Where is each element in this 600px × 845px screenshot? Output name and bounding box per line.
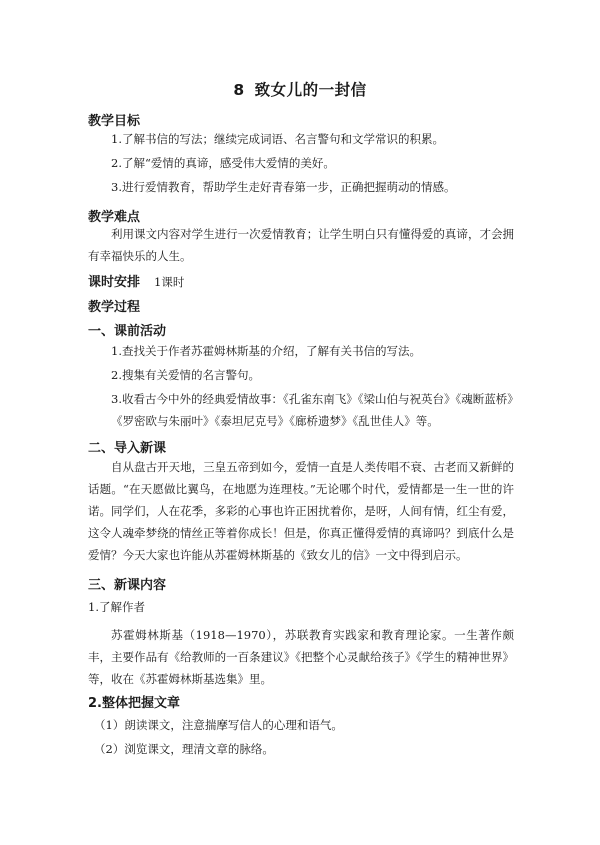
author-text: 苏霍姆林斯基（1918—1970），苏联教育实践家和教育理论家。一生著作颇丰，主要作品有《给教师的一百条建议》《把整个心灵献给孩子》《学生的精神世界》等，收在《苏霍姆林斯基选集》里。 [88,628,514,686]
author-subheading: 1.了解作者 [88,600,145,614]
lesson-number: 8 [233,81,245,99]
goal-item-2: 2.了解“爱情的真谛，感受伟大爱情的美好。 [111,156,335,170]
intro-heading: 二、导入新课 [88,441,167,456]
goals-heading: 教学目标 [88,114,141,129]
schedule-heading [88,271,184,290]
pre-item-2: 2.搜集有关爱情的名言警句。 [111,368,260,382]
difficulty-heading: 教学难点 [88,210,141,225]
goal-item-3: 3.进行爱情教育，帮助学生走好青春第一步，正确把握萌动的情感。 [111,180,456,194]
content-heading: 三、新课内容 [88,578,167,593]
overview-subheading: 2.整体把握文章 [88,696,180,711]
intro-text: 自从盘古开天地，三皇五帝到如今，爱情一直是人类传唱不衰、古老而又新鲜的话题。“在天愿做比翼鸟，在地愿为连理枝。”无论哪个时代，爱情都是一生一世的许诺。同学们，人在花季，多彩的心事也许正困扰着你，是呀，人间有情，红尘有爱，这令人魂牵梦绕的情丝正等着你成长！但是，你真正懂得爱情的真谛吗？到底什么是爱情？今天大家也许能从苏霍姆林斯基的《致女儿的信》一文中得到启示。 [88,460,514,562]
page-title [0,78,600,100]
lesson-title: 致女儿的一封信 [254,81,367,99]
pre-item-3: 3.收看古今中外的经典爱情故事：《孔雀东南飞》《梁山伯与祝英台》《魂断蓝桥》《罗密欧与朱丽叶》《泰坦尼克号》《廊桥遗梦》《乱世佳人》等。 [111,392,513,428]
pre-item-1: 1.查找关于作者苏霍姆林斯基的介绍，了解有关书信的写法。 [111,344,421,358]
pre-class-heading: 一、课前活动 [88,324,167,339]
step-2: （2）浏览课文，理清文章的脉络。 [94,742,274,756]
process-heading: 教学过程 [88,300,141,315]
step-1: （1）朗读课文，注意揣摩写信人的心理和语气。 [94,718,343,732]
schedule-value: 1课时 [154,275,185,289]
difficulty-text: 利用课文内容对学生进行一次爱情教育；让学生明白只有懂得爱的真谛，才会拥有幸福快乐的人生。 [88,227,514,263]
goal-item-1: 1.了解书信的写法；继续完成词语、名言警句和文学常识的积累。 [111,132,444,146]
schedule-label: 课时安排 [88,275,141,290]
